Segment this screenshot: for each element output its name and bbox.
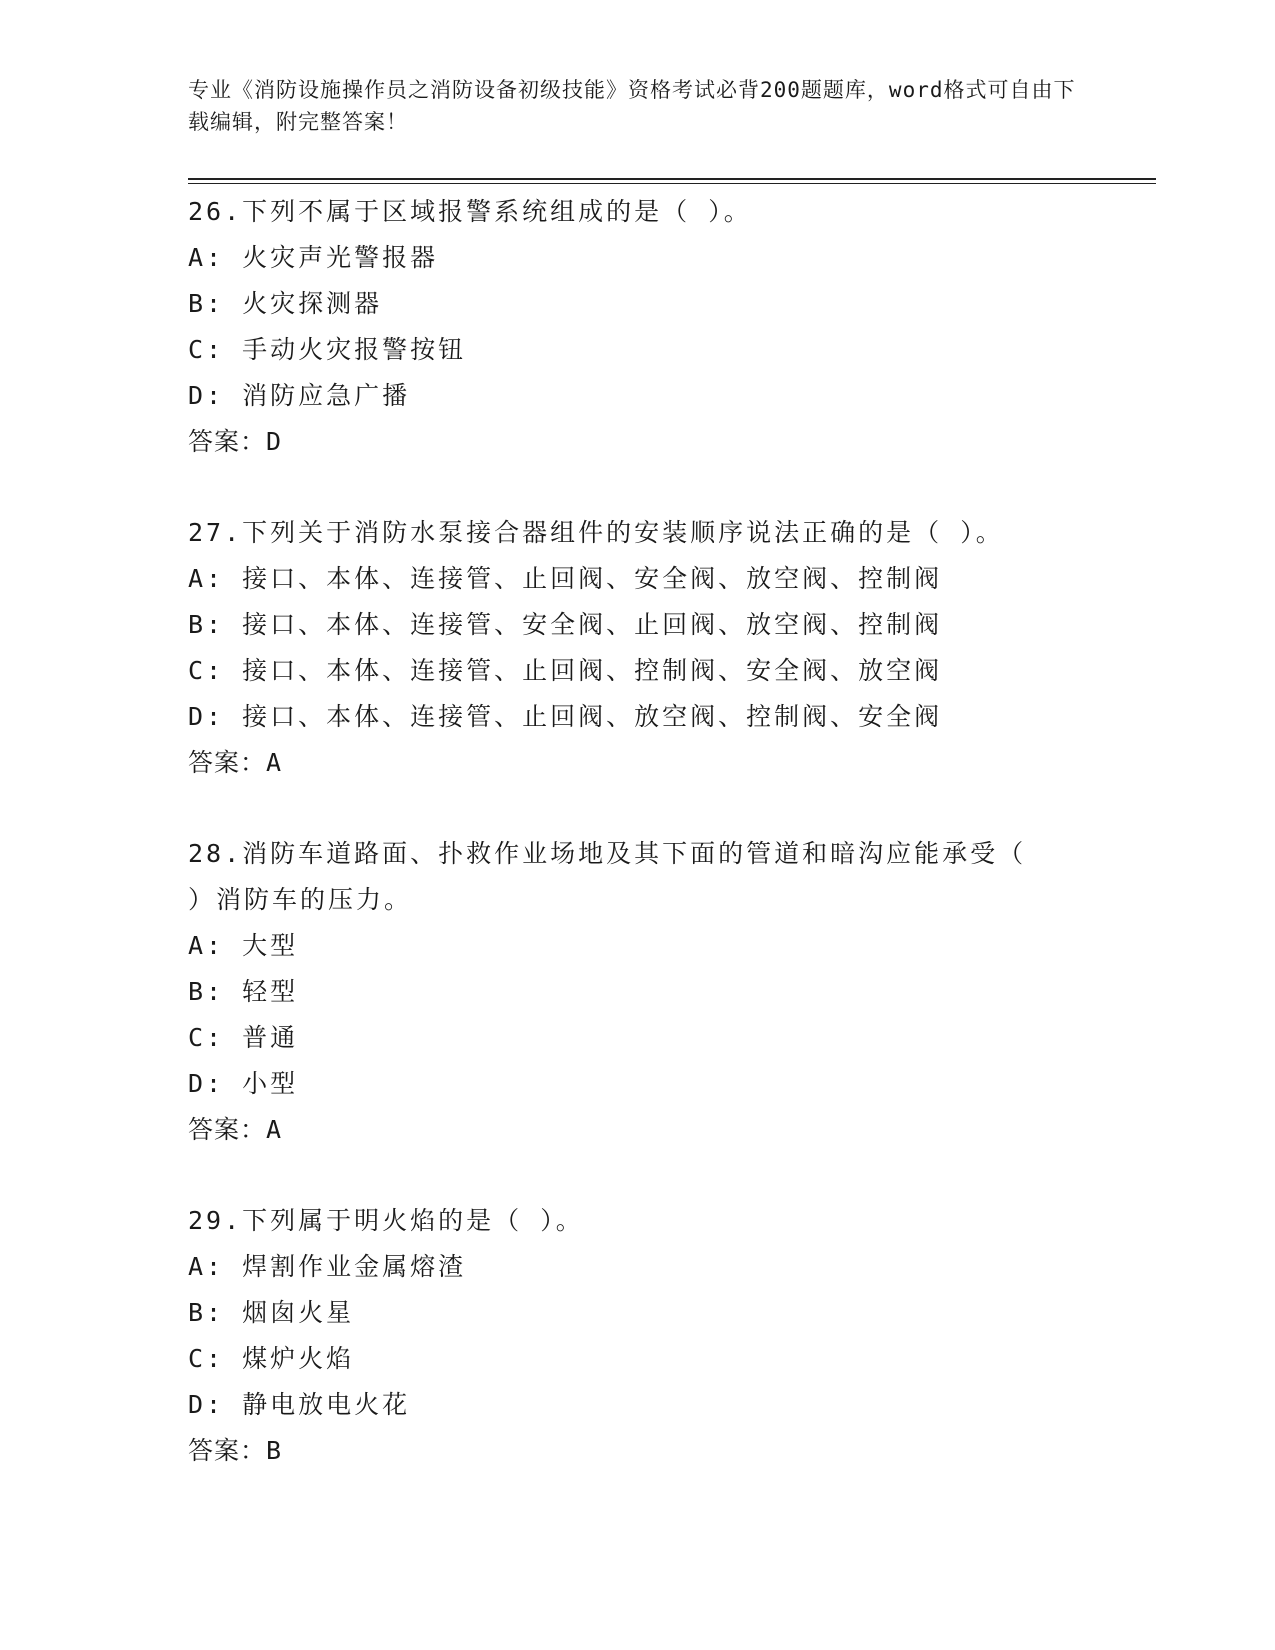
answer-line — [188, 740, 1138, 786]
answer-value: D — [266, 427, 283, 456]
option-d: D: 消防应急广播 — [188, 381, 411, 410]
header-divider-thick — [188, 178, 1156, 180]
answer-label: 答案： — [188, 1115, 267, 1144]
question-stem: 27.下列关于消防水泵接合器组件的安装顺序说法正确的是（ ）。 — [188, 518, 1004, 547]
question-29 — [188, 1198, 1138, 1474]
option-d: D: 接口、本体、连接管、止回阀、放空阀、控制阀、安全阀 — [188, 702, 943, 731]
question-stem: 26.下列不属于区域报警系统组成的是（ ）。 — [188, 197, 752, 226]
answer-value: B — [266, 1436, 283, 1465]
option-b: B: 烟囱火星 — [188, 1298, 355, 1327]
option-c: C: 手动火灾报警按钮 — [188, 335, 467, 364]
option-c: C: 普通 — [188, 1023, 299, 1052]
answer-label: 答案： — [188, 1436, 267, 1465]
option-d: D: 小型 — [188, 1069, 299, 1098]
question-stem: 28.消防车道路面、扑救作业场地及其下面的管道和暗沟应能承受（ ）消防车的压力。 — [188, 839, 1027, 914]
header-divider-thin — [188, 183, 1156, 184]
option-b: B: 火灾探测器 — [188, 289, 383, 318]
answer-line — [188, 419, 1138, 465]
answer-label: 答案： — [188, 748, 267, 777]
answer-value: A — [266, 748, 283, 777]
answer-label: 答案： — [188, 427, 267, 456]
question-27 — [188, 510, 1138, 786]
question-list — [188, 189, 1138, 1519]
question-stem: 29.下列属于明火焰的是（ ）。 — [188, 1206, 584, 1235]
option-c: C: 接口、本体、连接管、止回阀、控制阀、安全阀、放空阀 — [188, 656, 943, 685]
option-c: C: 煤炉火焰 — [188, 1344, 355, 1373]
answer-value: A — [266, 1115, 283, 1144]
answer-line — [188, 1107, 1138, 1153]
question-26 — [188, 189, 1138, 465]
option-b: B: 轻型 — [188, 977, 299, 1006]
option-a: A: 火灾声光警报器 — [188, 243, 439, 272]
option-a: A: 大型 — [188, 931, 299, 960]
option-b: B: 接口、本体、连接管、安全阀、止回阀、放空阀、控制阀 — [188, 610, 943, 639]
document-header: 专业《消防设施操作员之消防设备初级技能》资格考试必背200题题库，word格式可自由下载编辑，附完整答案！ — [188, 78, 1076, 134]
question-28 — [188, 831, 1138, 1153]
option-d: D: 静电放电火花 — [188, 1390, 411, 1419]
option-a: A: 焊割作业金属熔渣 — [188, 1252, 467, 1281]
option-a: A: 接口、本体、连接管、止回阀、安全阀、放空阀、控制阀 — [188, 564, 943, 593]
answer-line — [188, 1428, 1138, 1474]
